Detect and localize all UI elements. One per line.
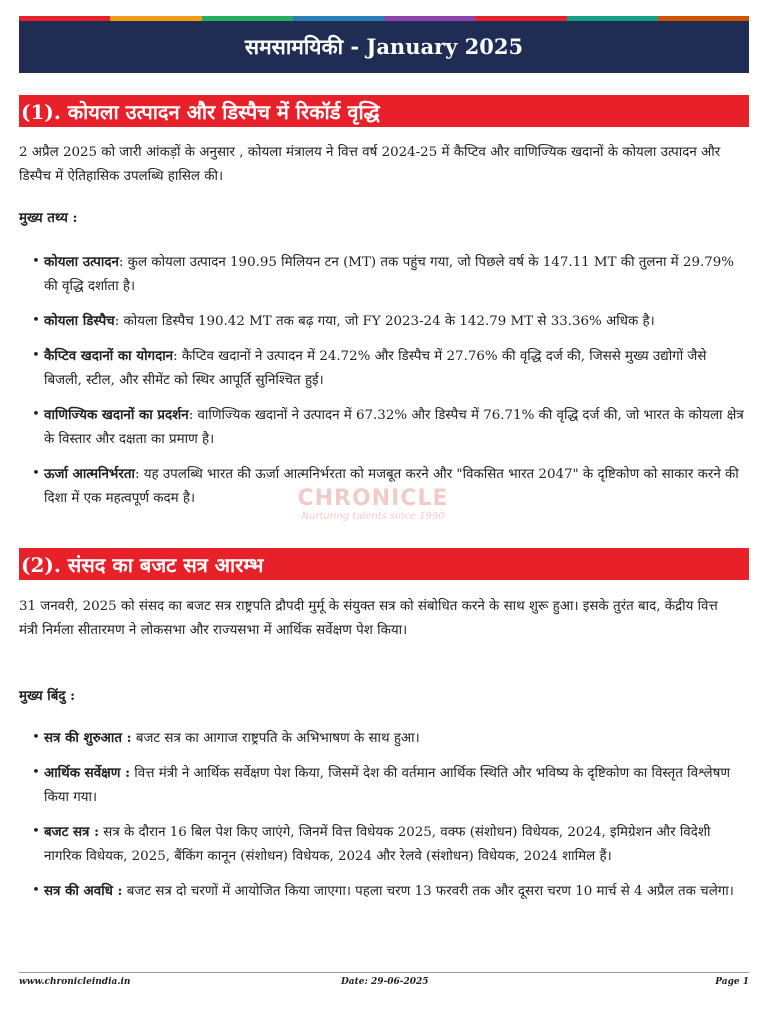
section-heading-coal: (1). कोयला उत्पादन और डिस्पैच में रिकॉर्ड वृद्धि — [19, 95, 749, 127]
point-label: सत्र की शुरुआत : — [44, 730, 132, 746]
point-label: कोयला उत्पादन — [44, 254, 119, 270]
point-label: कैप्टिव खदानों का योगदान — [44, 348, 174, 364]
point-text: : कुल कोयला उत्पादन 190.95 मिलियन टन (MT) तक पहुंच गया, जो पिछले वर्ष के 147.11 MT की तुलना में 29.79% की वृद्धि दर्शाता है। — [44, 255, 734, 294]
point-label: कोयला डिस्पैच — [44, 313, 115, 329]
section-heading-budget: (2). संसद का बजट सत्र आरम्भ — [19, 548, 749, 580]
footer-date: Date: 29-06-2025 — [341, 977, 429, 987]
point-label: वाणिज्यिक खदानों का प्रदर्शन — [44, 407, 189, 423]
watermark-logo — [278, 476, 468, 532]
subheading-key-points: मुख्य बिंदु : — [19, 688, 76, 704]
point-text: : कोयला डिस्पैच 190.42 MT तक बढ़ गया, जो FY 2023-24 के 142.79 MT से 33.36% अधिक है। — [114, 314, 655, 329]
watermark-tagline: Nurturing talents since 1990 — [301, 511, 445, 522]
point-label: बजट सत्र : — [44, 824, 100, 840]
list-item — [44, 820, 744, 869]
point-text: : कैप्टिव खदानों ने उत्पादन में 24.72% और डिस्पैच में 27.76% की वृद्धि दर्ज की, जिससे मुख्य उद्योगों जैसे बिजली, स्टील, और सीमेंट को स्थिर आपूर्ति सुनिश्चित हुई। — [44, 349, 707, 388]
section-intro-coal: 2 अप्रैल 2025 को जारी आंकड़ों के अनुसार , कोयला मंत्रालय ने वित्त वर्ष 2024-25 में कैप्टिव और वाणिज्यिक खदानों के कोयला उत्पादन और डिस्पैच में ऐतिहासिक उपलब्धि हासिल की। — [19, 145, 721, 184]
point-label: ऊर्जा आत्मनिर्भरता — [44, 466, 135, 482]
point-text: : यह उपलब्धि भारत की ऊर्जा आत्मनिर्भरता को मजबूत करने और "विकसित भारत 2047" के दृष्टिकोण को साकार करने की दिशा में एक महत्वपूर्ण कदम है। — [44, 467, 739, 506]
point-text: बजट सत्र दो चरणों में आयोजित किया जाएगा। पहला चरण 13 फरवरी तक और दूसरा चरण 10 मार्च से 4 अप्रैल तक चलेगा। — [122, 884, 734, 899]
point-text: बजट सत्र का आगाज राष्ट्रपति के अभिभाषण के साथ हुआ। — [131, 731, 420, 746]
list-item — [44, 250, 744, 299]
point-label: आर्थिक सर्वेक्षण : — [44, 765, 131, 781]
watermark-logo-text: CHRONICLE — [297, 486, 449, 511]
list-item — [44, 761, 744, 810]
list-item — [44, 403, 744, 452]
point-text: : वाणिज्यिक खदानों ने उत्पादन में 67.32% और डिस्पैच में 76.71% की वृद्धि दर्ज की, जो भारत के कोयला क्षेत्र के विस्तार और दक्षता का प्रमाण है। — [44, 408, 744, 447]
list-item — [44, 879, 744, 904]
page-title: समसामयिकी - January 2025 — [19, 21, 749, 73]
list-item — [44, 726, 744, 751]
section-intro-budget: 31 जनवरी, 2025 को संसद का बजट सत्र राष्ट्रपति द्रौपदी मुर्मू के संयुक्त सत्र को संबोधित करने के साथ शुरू हुआ। इसके तुरंत बाद, केंद्रीय वित्त मंत्री निर्मला सीतारमण ने लोकसभा और राज्यसभा में आर्थिक सर्वेक्षण पेश किया। — [19, 599, 718, 638]
point-text: सत्र के दौरान 16 बिल पेश किए जाएंगे, जिनमें वित्त विधेयक 2025, वक्फ (संशोधन) विधेयक, 2024, इमिग्रेशन और विदेशी नागरिक विधेयक, 2025, बैंकिंग कानून (संशोधन) विधेयक, 2024 और रेलवे (संशोधन) विधेयक, 2024 शामिल हैं। — [44, 825, 711, 864]
footer-website-link[interactable]: www.chronicleindia.in — [19, 977, 131, 987]
subheading-key-facts: मुख्य तथ्य : — [19, 210, 78, 226]
point-text: वित्त मंत्री ने आर्थिक सर्वेक्षण पेश किया, जिसमें देश की वर्तमान आर्थिक स्थिति और भविष्य के दृष्टिकोण का विस्तृत विश्लेषण किया गया। — [44, 766, 731, 805]
page-footer — [19, 977, 749, 993]
key-points-list — [44, 726, 744, 914]
point-label: सत्र की अवधि : — [44, 883, 123, 899]
footer-divider — [19, 972, 749, 973]
list-item — [44, 344, 744, 393]
list-item — [44, 309, 744, 334]
footer-page-number: Page 1 — [715, 977, 749, 987]
